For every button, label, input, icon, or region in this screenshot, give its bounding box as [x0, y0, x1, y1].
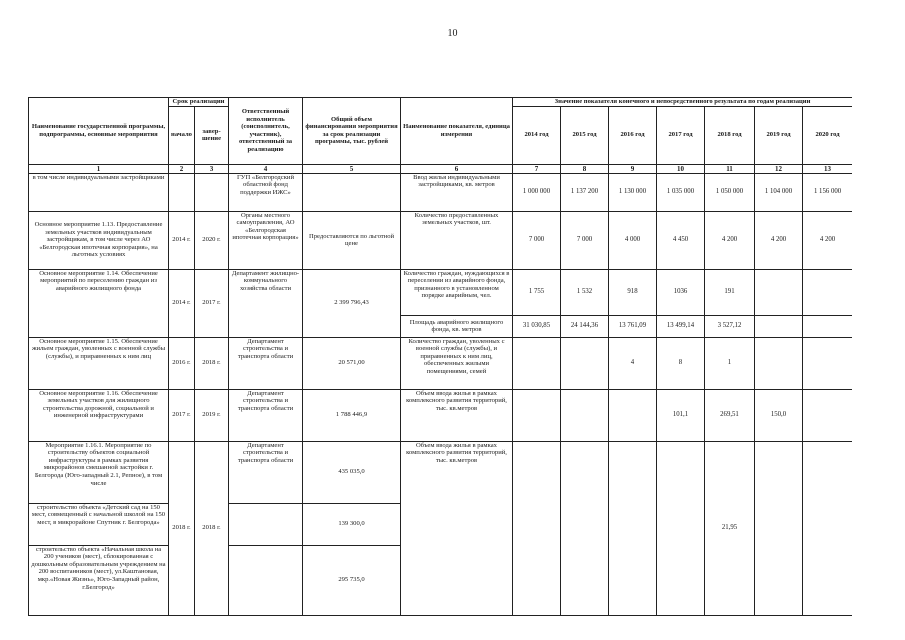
- row-name: Основное мероприятие 1.14. Обеспечение мероприятий по переселению граждан из аварийного жилищного фонда: [29, 269, 169, 337]
- row-name: Основное мероприятие 1.15. Обеспечение жильем граждан, уволенных с военной службы (службы), и приравненных к ним лиц: [29, 337, 169, 389]
- row-executor: Департамент строительства и транспорта области: [229, 337, 303, 389]
- row-name: строительство объекта «Начальная школа на 200 учеников (мест), сблокированная с дошкольным образовательным учреждением на 200 воспитанников (мест), ул.Каштановая, мкр.«Новая Жизнь», Юго-Западный район, г.Белгород»: [29, 545, 169, 615]
- value-2020: [803, 389, 853, 441]
- header-indicator: Наименование показателя, единица измерения: [401, 98, 513, 165]
- value-2016: 918: [609, 269, 657, 315]
- value-2015: [561, 441, 609, 615]
- value-2019: [755, 315, 803, 337]
- row-indicator: Площадь аварийного жилищного фонда, кв. метров: [401, 315, 513, 337]
- row-end: 2018 г.: [195, 337, 229, 389]
- table-row: [29, 389, 853, 441]
- row-name: в том числе индивидуальными застройщиками: [29, 173, 169, 211]
- row-start: [169, 173, 195, 211]
- value-2014: [513, 389, 561, 441]
- row-end: 2019 г.: [195, 389, 229, 441]
- value-2014: 31 030,85: [513, 315, 561, 337]
- value-2014: [513, 441, 561, 615]
- header-year-2017: 2017 год: [657, 106, 705, 164]
- row-start: 2018 г.: [169, 441, 195, 615]
- header-volume: Общий объем финансирования мероприятия за срок реализации программы, тыс. рублей: [303, 98, 401, 165]
- row-end: 2018 г.: [195, 441, 229, 615]
- row-name: Мероприятие 1.16.1. Мероприятие по строительству объектов социальной инфраструктуры в рамках развития микрорайонов смешанной застройки г. Белгорода (Юго-западный 2.1, Репное), в том числе: [29, 441, 169, 503]
- value-2017: 1036: [657, 269, 705, 315]
- value-2019: [755, 337, 803, 389]
- row-indicator: Количество предоставленных земельных участков, шт.: [401, 211, 513, 269]
- value-2020: [803, 269, 853, 315]
- header-name: Наименование государственной программы, подпрограммы, основные мероприятия: [29, 98, 169, 165]
- column-number: 3: [195, 164, 229, 173]
- row-executor: Департамент жилищно-коммунального хозяйства области: [229, 269, 303, 337]
- value-2016: 1 130 000: [609, 173, 657, 211]
- page-number: 10: [447, 28, 458, 39]
- row-executor: Департамент строительства и транспорта области: [229, 389, 303, 441]
- row-indicator: Количество граждан, нуждающихся в переселении из аварийного фонда, признанного в установленном порядке аварийным, чел.: [401, 269, 513, 315]
- header-year-2016: 2016 год: [609, 106, 657, 164]
- table-row: [29, 211, 853, 269]
- column-number: 1: [29, 164, 169, 173]
- row-volume: 2 399 796,43: [303, 269, 401, 337]
- header-year-2020: 2020 год: [803, 106, 853, 164]
- value-2017: 13 499,14: [657, 315, 705, 337]
- row-end: 2020 г.: [195, 211, 229, 269]
- value-2018: 3 527,12: [705, 315, 755, 337]
- column-number: 12: [755, 164, 803, 173]
- value-2017: 101,1: [657, 389, 705, 441]
- row-executor: Департамент строительства и транспорта области: [229, 441, 303, 503]
- header-end: завер-шение: [195, 106, 229, 164]
- value-2018: 269,51: [705, 389, 755, 441]
- header-year-2019: 2019 год: [755, 106, 803, 164]
- column-number: 9: [609, 164, 657, 173]
- value-2017: 1 035 000: [657, 173, 705, 211]
- value-2020: 1 156 000: [803, 173, 853, 211]
- table-row: [29, 173, 853, 211]
- header-year-2018: 2018 год: [705, 106, 755, 164]
- row-indicator: Количество граждан, уволенных с военной службы (службы), и приравненных к ним лиц, обеспеченных жилыми помещениями, семей: [401, 337, 513, 389]
- row-executor: ГУП «Белгородский областной фонд поддержки ИЖС»: [229, 173, 303, 211]
- value-2016: 13 761,09: [609, 315, 657, 337]
- column-number: 13: [803, 164, 853, 173]
- row-start: 2017 г.: [169, 389, 195, 441]
- value-2019: 150,0: [755, 389, 803, 441]
- value-2016: [609, 389, 657, 441]
- value-2014: 1 000 000: [513, 173, 561, 211]
- column-number: 8: [561, 164, 609, 173]
- column-number: 6: [401, 164, 513, 173]
- row-executor: Органы местного самоуправления, АО «Белгородская ипотечная корпорация»: [229, 211, 303, 269]
- row-volume: Предоставляются по льготной цене: [303, 211, 401, 269]
- row-name: Основное мероприятие 1.13. Предоставление земельных участков индивидуальным застройщикам, в том числе через АО «Белгородская ипотечная корпорация», на льготных условиях: [29, 211, 169, 269]
- row-volume: 435 035,0: [303, 441, 401, 503]
- value-2019: [755, 441, 803, 615]
- value-2017: [657, 441, 705, 615]
- row-indicator: Ввод жилья индивидуальными застройщиками, кв. метров: [401, 173, 513, 211]
- column-number: 11: [705, 164, 755, 173]
- value-2018: 191: [705, 269, 755, 315]
- value-2016: 4 000: [609, 211, 657, 269]
- row-start: 2014 г.: [169, 269, 195, 337]
- header-values-group: Значение показателя конечного и непосредственного результата по годам реализации: [513, 98, 853, 107]
- value-2016: [609, 441, 657, 615]
- header-year-2015: 2015 год: [561, 106, 609, 164]
- value-2019: 4 200: [755, 211, 803, 269]
- value-2018: 1 050 000: [705, 173, 755, 211]
- value-2015: [561, 337, 609, 389]
- table-row: [29, 337, 853, 389]
- value-2015: [561, 389, 609, 441]
- value-2016: 4: [609, 337, 657, 389]
- header-start: начало: [169, 106, 195, 164]
- program-table-sheet: [28, 97, 852, 637]
- value-2018: 4 200: [705, 211, 755, 269]
- row-volume: 295 735,0: [303, 545, 401, 615]
- value-2017: 8: [657, 337, 705, 389]
- column-number: 5: [303, 164, 401, 173]
- value-2015: 7 000: [561, 211, 609, 269]
- value-2019: [755, 269, 803, 315]
- value-2014: 1 755: [513, 269, 561, 315]
- value-2017: 4 450: [657, 211, 705, 269]
- row-volume: 139 300,0: [303, 503, 401, 545]
- column-number: 10: [657, 164, 705, 173]
- column-number: 4: [229, 164, 303, 173]
- value-2020: 4 200: [803, 211, 853, 269]
- row-start: 2016 г.: [169, 337, 195, 389]
- value-2018: 1: [705, 337, 755, 389]
- value-2015: 1 532: [561, 269, 609, 315]
- row-executor: [229, 503, 303, 545]
- row-volume: 20 571,00: [303, 337, 401, 389]
- column-number: 2: [169, 164, 195, 173]
- row-indicator: Объем ввода жилья в рамках комплексного развития территорий, тыс. кв.метров: [401, 389, 513, 441]
- header-period: Срок реализации: [169, 98, 229, 107]
- row-end: 2017 г.: [195, 269, 229, 337]
- value-2014: 7 000: [513, 211, 561, 269]
- row-name: Основное мероприятие 1.16. Обеспечение земельных участков для жилищного строительства дорожной, социальной и инженерной инфраструктурами: [29, 389, 169, 441]
- value-2015: 24 144,36: [561, 315, 609, 337]
- value-2019: 1 104 000: [755, 173, 803, 211]
- row-executor: [229, 545, 303, 615]
- value-2020: [803, 315, 853, 337]
- value-2020: [803, 441, 853, 615]
- column-numbers-row: [29, 164, 853, 173]
- header-executor: Ответственный исполнитель (соисполнитель, участник), ответственный за реализацию: [229, 98, 303, 165]
- value-2018: 21,95: [705, 441, 755, 615]
- value-2020: [803, 337, 853, 389]
- row-name: строительство объекта «Детский сад на 150 мест, совмещенный с начальной школой на 150 мест, в микрорайоне Спутник г. Белгорода»: [29, 503, 169, 545]
- row-end: [195, 173, 229, 211]
- row-volume: 1 788 446,9: [303, 389, 401, 441]
- header-year-2014: 2014 год: [513, 106, 561, 164]
- program-table: [28, 97, 852, 616]
- row-volume: [303, 173, 401, 211]
- table-row: [29, 269, 853, 315]
- row-indicator: Объем ввода жилья в рамках комплексного развития территорий, тыс. кв.метров: [401, 441, 513, 615]
- value-2015: 1 137 200: [561, 173, 609, 211]
- column-number: 7: [513, 164, 561, 173]
- row-start: 2014 г.: [169, 211, 195, 269]
- table-row: [29, 441, 853, 503]
- value-2014: [513, 337, 561, 389]
